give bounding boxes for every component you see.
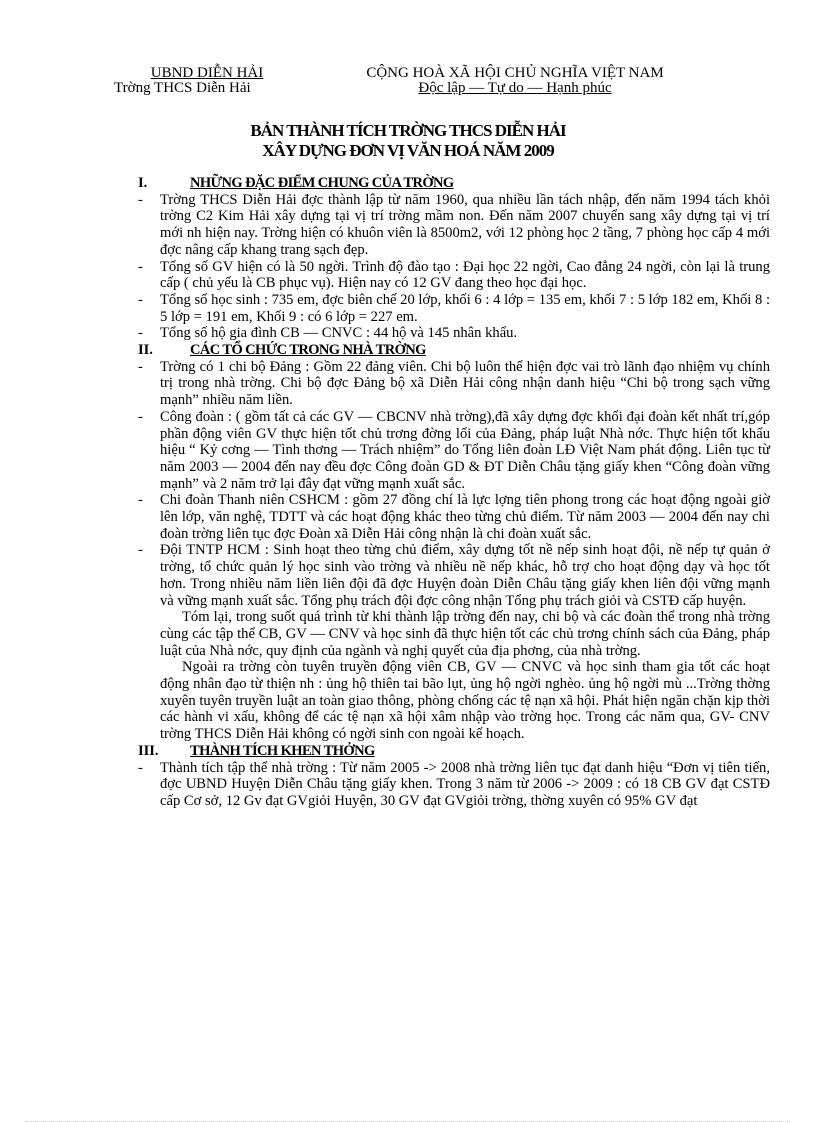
list-item	[138, 409, 770, 493]
list-item	[138, 259, 770, 292]
list-item-text: Chi đoàn Thanh niên CSHCM : gồm 27 đồng chí là lực lợng tiên phong trong các hoạt động ngoài giờ lên lớp, văn nghệ, TDTT và các hoạt động khác theo từng chủ điểm. Từ năm 2003 — 2004 đến nay chi đoàn trờng liên tục đợc Đoàn xã Diễn Hải công nhận là chi đoàn xuất sắc.	[160, 492, 770, 542]
header-right	[330, 66, 700, 96]
list-item-text: Tổng số hộ gia đình CB — CNVC : 44 hộ và 145 nhân khẩu.	[160, 325, 518, 342]
list-item	[138, 359, 770, 409]
list-item-text: Tổng số GV hiện có là 50 ngời. Trình độ đào tạo : Đại học 22 ngời, Cao đẳng 24 ngời, còn lại là trung cấp ( chủ yếu là CB phục vụ). Hiện nay có 12 GV đang theo học đại học.	[160, 258, 770, 292]
bullet-dash: -	[138, 191, 143, 208]
list-item-text: Đội TNTP HCM : Sinh hoạt theo từng chủ điểm, xây dựng tốt nề nếp sinh hoạt đội, nề nếp tự quản ở trờng, tổ chức quản lý học sinh vào trờng và nhiều nề nếp khác, hỗ trợ cho hoạt động dạy và học tốt hơn. Trong nhiều năm liền liên đội đã đợc Huyện đoàn Diễn Châu tặng giấy khen liên đội vững mạnh và vững mạnh xuất sắc. Tổng phụ trách đội đợc công nhận Tổng phụ trách giỏi và CSTĐ cấp huyện.	[160, 542, 770, 609]
section-title: THÀNH TÍCH KHEN THỞNG	[190, 742, 375, 759]
national-title: CỘNG HOÀ XÃ HỘI CHỦ NGHĨA VIỆT NAM	[366, 65, 664, 81]
summary-paragraph: Ngoài ra trờng còn tuyên truyền động viên CB, GV — CNVC và học sinh tham gia tốt các hoạt động nhân đạo từ thiện nh : ủng hộ thiên tai bão lụt, ủng hộ ngời nghèo. ủng hộ ngời mù ...Trờng thờng xuyên tuyên truyền luật an toàn giao thông, phòng chống các tệ nạn xã hội. Phát hiện ngăn chặn kịp thời các hành vi xấu, không để các tệ nạn xã hội xâm nhập vào trờng học. Trong các năm qua, GV- CNV trờng THCS Diễn Hải không có ngời sinh con ngoài kế hoạch.	[160, 659, 770, 743]
section-heading	[138, 175, 770, 192]
bullet-dash: -	[138, 542, 143, 559]
summary-paragraph: Tóm lại, trong suốt quá trình từ khi thành lập trờng đến nay, chi bộ và các đoàn thể trong nhà trờng cùng các tập thể CB, GV — CNV và học sinh đã thực hiện tốt các chủ trơng chính sách của Đảng, pháp luật của Nhà nớc, quy định của ngành và nghị quyết của địa phơng, của nhà trờng.	[160, 609, 770, 659]
bullet-dash: -	[138, 258, 143, 275]
header-left	[112, 66, 302, 96]
list-item-text: Trờng có 1 chi bộ Đảng : Gồm 22 đảng viên. Chi bộ luôn thể hiện đợc vai trò lãnh đạo nhiệm vụ chính trị trong nhà trờng. Chi bộ đợc Đảng bộ xã Diễn Hải công nhận danh hiệu “Chi bộ trong sạch vững mạnh” nhiều năm liền.	[160, 358, 770, 409]
document-body	[138, 175, 770, 810]
section-heading	[138, 342, 770, 359]
page-bottom-divider	[26, 1121, 790, 1122]
document-title-line2: XÂY DỰNG ĐƠN VỊ VĂN HOÁ NĂM 2009	[262, 141, 554, 160]
section-heading	[138, 743, 770, 760]
district-committee-name: UBND DIỄN HẢI	[150, 65, 264, 81]
list-item-text: Công đoàn : ( gồm tất cả các GV — CBCNV nhà trờng),đã xây dựng đợc khối đại đoàn kết nhất trí,góp phần động viên GV thực hiện tốt chủ trơng đờng lối của Đảng, pháp luật Nhà nớc. Thực hiện tốt khẩu hiệu “ Kỷ cơng — Tình thơng — Trách nhiệm” do Tổng liên đoàn LĐ Việt Nam phát động. Liên tục từ năm 2003 — 2004 đến nay đều đợc Công đoàn GD & ĐT Diễn Châu tặng giấy khen “Công đoàn vững mạnh” và 2 năm trở lại đây đạt vững mạnh xuất sắc.	[160, 408, 770, 492]
list-item	[138, 325, 770, 342]
list-item-text: Trờng THCS Diễn Hải đợc thành lập từ năm 1960, qua nhiều lần tách nhập, đến năm 1994 tách khỏi trờng C2 Kim Hải xây dựng tại vị trí trờng mầm non. Đến năm 2007 chuyển sang xây dựng tại vị trí mới nh hiện nay. Trờng hiện có khuôn viên là 8500m2, với 12 phòng học 2 tầng, 7 phòng học cấp 4 mới đợc nâng cấp khang trang sạch đẹp.	[160, 191, 770, 258]
document-title-line1: BẢN THÀNH TÍCH TRỜNG THCS DIỄN HẢI	[250, 121, 566, 140]
section-number: III.	[138, 742, 159, 759]
bullet-dash: -	[138, 759, 143, 776]
section-number: I.	[138, 175, 148, 191]
section-title: CÁC TỔ CHỨC TRONG NHÀ TRỜNG	[190, 342, 426, 359]
bullet-dash: -	[138, 291, 143, 308]
list-item	[138, 492, 770, 542]
list-item	[138, 292, 770, 325]
list-item	[138, 760, 770, 810]
list-item	[138, 542, 770, 609]
bullet-dash: -	[138, 408, 143, 425]
bullet-dash: -	[138, 325, 143, 342]
school-name: Trờng THCS Diễn Hải	[114, 80, 251, 96]
bullet-dash: -	[138, 492, 143, 509]
list-item-text: Thành tích tập thể nhà trờng : Từ năm 2005 -> 2008 nhà trờng liên tục đạt danh hiệu “Đơn vị tiên tiến, đợc UBND Huyện Diễn Châu tặng giấy khen. Trong 3 năm từ 2006 -> 2009 : có 18 CB GV đạt CSTĐ cấp Cơ sở, 12 Gv đạt GVgiỏi Huyện, 30 GV đạt GVgiỏi trờng, thờng xuyên có 95% GV đạt	[160, 759, 770, 809]
section-number: II.	[138, 342, 153, 359]
bullet-dash: -	[138, 358, 143, 375]
list-item	[138, 192, 770, 259]
section-title: NHỮNG ĐẶC ĐIỂM CHUNG CỦA TRỜNG	[190, 175, 454, 191]
national-motto: Độc lập — Tự do — Hạnh phúc	[418, 80, 612, 96]
list-item-text: Tổng số học sinh : 735 em, đợc biên chế 20 lớp, khối 6 : 4 lớp = 135 em, khối 7 : 5 lớp 182 em, Khối 8 : 5 lớp = 191 em, Khối 9 : có 6 lớp = 227 em.	[160, 291, 770, 325]
